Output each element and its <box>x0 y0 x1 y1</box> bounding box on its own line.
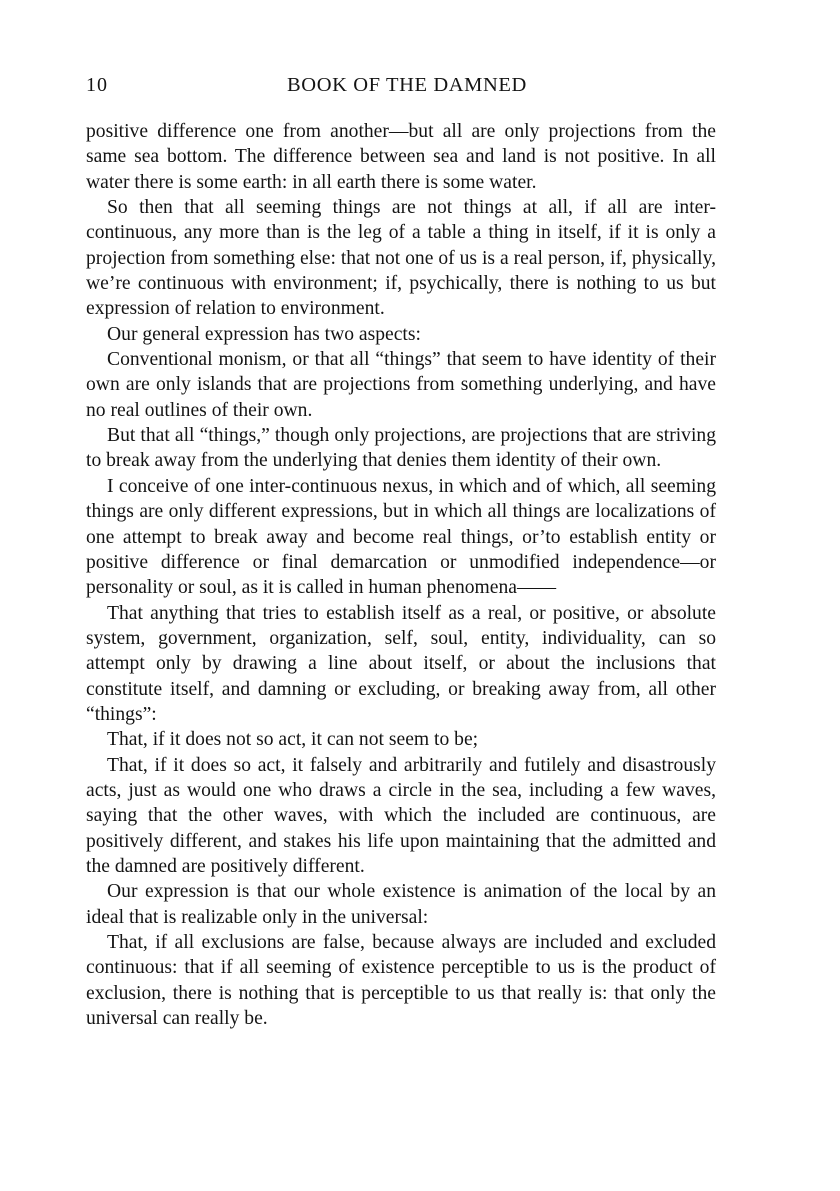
paragraph: That, if all exclusions are false, because always are included and excluded continuous: that if all seeming of existence perceptible to us is the product of exclusion, there is nothing that is perceptible to us that really is: that only the universal can really be. <box>86 932 716 1030</box>
running-title: BOOK OF THE DAMNED <box>287 74 527 96</box>
body-text <box>86 119 716 1031</box>
paragraph: That, if it does not so act, it can not seem to be; <box>107 729 479 751</box>
paragraph: That, if it does so act, it falsely and arbitrarily and futilely and disastrously acts, just as would one who draws a circle in the sea, including a few waves, saying that the other waves, with which the included are continuous, are positively different, and stakes his life upon maintaining that the admitted and the damned are positively different. <box>86 754 716 877</box>
page-header <box>86 74 716 102</box>
paragraph: So then that all seeming things are not things at all, if all are inter-continuous, any more than is the leg of a table a thing in itself, if it is only a projection from something else: that not one of us is a real person, if, physically, we’re continuous with environment; if, psychically, there is nothing to us but expression of relation to environment. <box>86 197 716 320</box>
paragraph: That anything that tries to establish itself as a real, or positive, or absolute system, government, organization, self, soul, entity, individuality, can so attempt only by drawing a line about itself, or about the inclusions that constitute itself, and damning or excluding, or breaking away from, all other “things”: <box>86 602 716 725</box>
paragraph: Our general expression has two aspects: <box>107 323 421 345</box>
paragraph: Our expression is that our whole existence is animation of the local by an ideal that is realizable only in the universal: <box>86 881 716 928</box>
page-number: 10 <box>86 74 108 96</box>
paragraph: But that all “things,” though only projections, are projections that are striving to break away from the underlying that denies them identity of their own. <box>86 425 716 472</box>
paragraph: Conventional monism, or that all “things” that seem to have identity of their own are only islands that are projections from something underlying, and have no real outlines of their own. <box>86 349 716 421</box>
paragraph-continuation: positive difference one from another—but all are only projections from the same sea bottom. The difference between sea and land is not positive. In all water there is some earth: in all earth there is some water. <box>86 121 716 193</box>
paragraph: I conceive of one inter-continuous nexus, in which and of which, all seeming things are only different expressions, but in which all things are localizations of one attempt to break away and become real things, or’to establish entity or positive difference or final demarcation or unmodified independence—or personality or soul, as it is called in human phenomena—— <box>86 475 716 599</box>
